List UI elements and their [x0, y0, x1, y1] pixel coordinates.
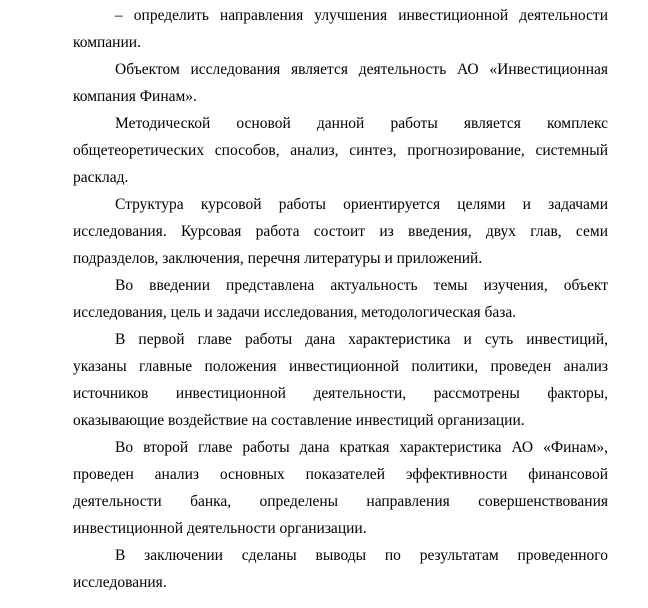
paragraph-line: Структура курсовой работы ориентируется целями и задачами [115, 196, 608, 213]
paragraph-methodology [73, 110, 608, 191]
paragraph-line: исследования, цель и задачи исследования, методологическая база. [73, 304, 517, 321]
paragraph-structure [73, 191, 608, 272]
paragraph-line: Во второй главе работы дана краткая характеристика АО «Финам», [115, 439, 608, 456]
paragraph-conclusion [73, 542, 608, 596]
paragraph-line: подразделов, заключения, перечня литературы и приложений. [73, 250, 483, 267]
paragraph-line: проведен анализ основных показателей эффективности финансовой [73, 466, 608, 483]
paragraph-line: исследования. [73, 574, 167, 591]
paragraph-research-object [73, 56, 608, 110]
paragraph-line: исследования. Курсовая работа состоит из введения, двух глав, семи [73, 223, 608, 240]
paragraph-line: расклад. [73, 169, 129, 186]
paragraph-line: источников инвестиционной деятельности, рассмотрены факторы, [73, 385, 608, 402]
paragraph-chapter-one [73, 326, 608, 434]
paragraph-bullet-directions [73, 2, 608, 56]
paragraph-chapter-two [73, 434, 608, 542]
paragraph-line: Во введении представлена актуальность темы изучения, объект [115, 277, 608, 294]
paragraph-line: В заключении сделаны выводы по результатам проведенного [115, 547, 608, 564]
paragraph-line: Объектом исследования является деятельность АО «Инвестиционная [115, 61, 608, 78]
paragraph-line: деятельности банка, определены направления совершенствования [73, 493, 608, 510]
paragraph-line: оказывающие воздействие на составление инвестиций организации. [73, 412, 525, 429]
paragraph-introduction [73, 272, 608, 326]
paragraph-line: – определить направления улучшения инвестиционной деятельности [115, 7, 608, 24]
paragraph-line: указаны главные положения инвестиционной политики, проведен анализ [73, 358, 608, 375]
document-page [73, 0, 608, 596]
paragraph-line: инвестиционной деятельности организации. [73, 520, 367, 537]
paragraph-line: компании. [73, 34, 141, 51]
paragraph-line: Методической основой данной работы является комплекс [115, 115, 608, 132]
paragraph-line: В первой главе работы дана характеристика и суть инвестиций, [115, 331, 608, 348]
paragraph-line: компания Финам». [73, 88, 197, 105]
paragraph-line: общетеоретических способов, анализ, синтез, прогнозирование, системный [73, 142, 608, 159]
